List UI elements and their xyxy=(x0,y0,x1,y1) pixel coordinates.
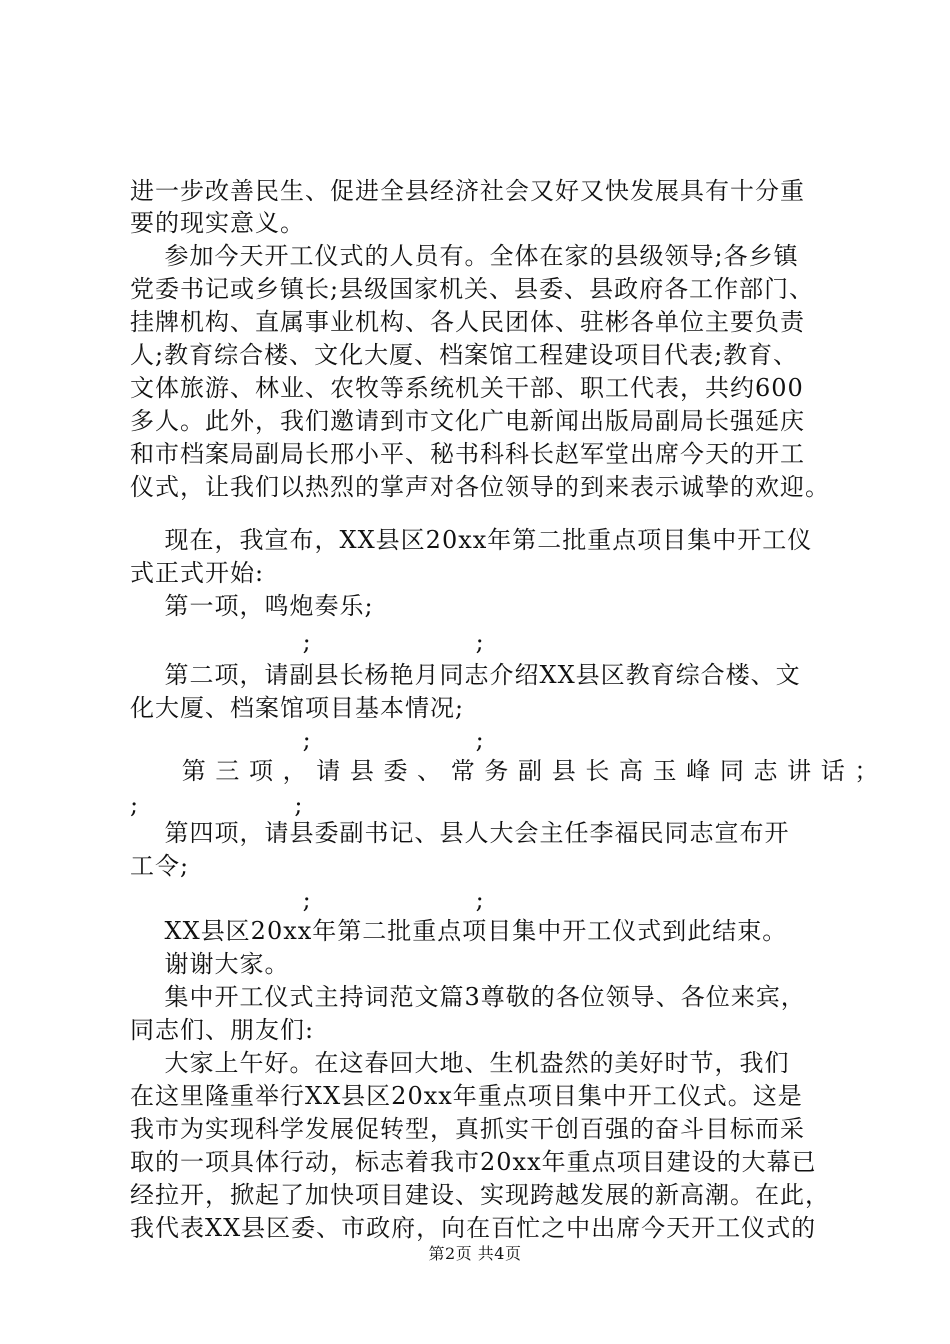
text-line: 我代表XX县区委、市政府，向在百忙之中出席今天开工仪式的 xyxy=(130,1214,817,1242)
text-line: 经拉开，掀起了加快项目建设、实现跨越发展的新高潮。在此， xyxy=(130,1181,830,1209)
text-line: ; ; xyxy=(130,886,485,914)
text-line: 工令; xyxy=(130,852,190,880)
text-line: 和市档案局副局长邢小平、秘书科科长赵军堂出席今天的开工 xyxy=(130,440,805,468)
text-line: 党委书记或乡镇长;县级国家机关、县委、县政府各工作部门、 xyxy=(130,275,815,303)
text-line: 多人。此外，我们邀请到市文化广电新闻出版局副局长强延庆 xyxy=(130,407,805,435)
text-line: 在这里隆重举行XX县区20xx年重点项目集中开工仪式。这是 xyxy=(130,1082,803,1110)
text-line: ; ; xyxy=(130,726,485,754)
text-line: 第四项，请县委副书记、县人大会主任李福民同志宣布开 xyxy=(130,819,790,847)
text-line: 参加今天开工仪式的人员有。全体在家的县级领导;各乡镇 xyxy=(130,242,799,270)
text-line: 式正式开始: xyxy=(130,559,265,587)
text-line: 第 三 项 ， 请 县 委 、 常 务 副 县 长 高 玉 峰 同 志 讲 话 ； xyxy=(130,757,880,785)
text-line: 谢谢大家。 xyxy=(130,950,290,978)
text-line: XX县区20xx年第二批重点项目集中开工仪式到此结束。 xyxy=(130,917,788,945)
text-line: 大家上午好。在这春回大地、生机盎然的美好时节，我们 xyxy=(130,1049,790,1077)
text-line: ; ; xyxy=(130,791,304,819)
text-line: 集中开工仪式主持词范文篇3尊敬的各位领导、各位来宾， xyxy=(130,983,806,1011)
text-line: 取的一项具体行动，标志着我市20xx年重点项目建设的大幕已 xyxy=(130,1148,817,1176)
text-line: ; ; xyxy=(130,628,485,656)
text-line: 化大厦、档案馆项目基本情况; xyxy=(130,694,465,722)
page-number-footer: 第2页 共4页 xyxy=(428,1244,522,1263)
text-line: 文体旅游、林业、农牧等系统机关干部、职工代表，共约600 xyxy=(130,374,804,402)
text-line: 我市为实现科学发展促转型，真抓实干创百强的奋斗目标而采 xyxy=(130,1115,805,1143)
text-line: 进一步改善民生、促进全县经济社会又好又快发展具有十分重 xyxy=(130,177,805,205)
text-line: 现在，我宣布，XX县区20xx年第二批重点项目集中开工仪 xyxy=(130,526,813,554)
text-line: 要的现实意义。 xyxy=(130,209,305,237)
text-line: 人;教育综合楼、文化大厦、档案馆工程建设项目代表;教育、 xyxy=(130,341,799,369)
text-line: 同志们、朋友们: xyxy=(130,1016,315,1044)
text-line: 第一项，鸣炮奏乐; xyxy=(130,592,374,620)
text-line: 挂牌机构、直属事业机构、各人民团体、驻彬各单位主要负责 xyxy=(130,308,805,336)
text-line: 仪式，让我们以热烈的掌声对各位领导的到来表示诚挚的欢迎。 xyxy=(130,473,830,501)
text-line: 第二项，请副县长杨艳月同志介绍XX县区教育综合楼、文 xyxy=(130,661,801,689)
